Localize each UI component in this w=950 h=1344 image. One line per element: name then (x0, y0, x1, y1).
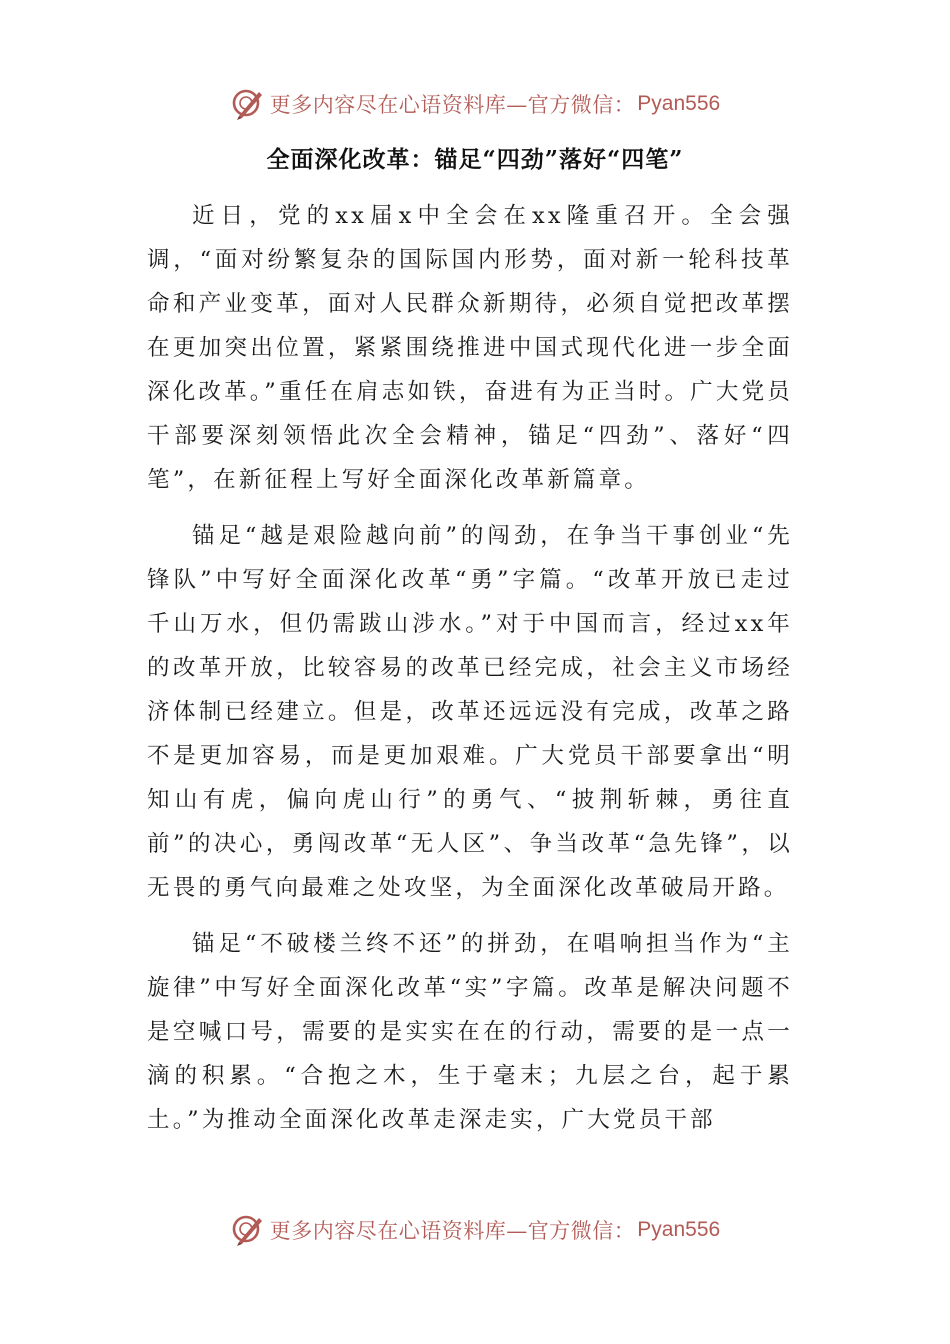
pen-logo-icon (230, 1212, 266, 1248)
paragraph-1: 近日，党的xx届x中全会在xx隆重召开。全会强调，“面对纷繁复杂的国际国内形势，面对新一轮科技革命和产业变革，面对人民群众新期待，必须自觉把改革摆在更加突出位置，紧紧围绕推进中国式现代化进一步全面深化改革。”重任在肩志如铁，奋进有为正当时。广大党员干部要深刻领悟此次全会精神，锚足“四劲”、落好“四笔”，在新征程上写好全面深化改革新篇章。 (147, 203, 793, 493)
article-body (147, 194, 793, 1154)
header-watermark-banner (0, 82, 950, 126)
article-title: 全面深化改革：锚足“四劲”落好“四笔” (266, 146, 684, 173)
pen-logo-icon (230, 86, 266, 122)
paragraph-3: 锚足“不破楼兰终不还”的拼劲，在唱响担当作为“主旋律”中写好全面深化改革“实”字篇。改革是解决问题不是空喊口号，需要的是实实在在的行动，需要的是一点一滴的积累。“合抱之木，生于毫末；九层之台，起于累土。”为推动全面深化改革走深走实，广大党员干部 (147, 931, 793, 1133)
banner-text: 更多内容尽在心语资料库—官方微信： (269, 1219, 636, 1243)
banner-text: 更多内容尽在心语资料库—官方微信： (269, 93, 636, 117)
paragraph-2: 锚足“越是艰险越向前”的闯劲，在争当干事创业“先锋队”中写好全面深化改革“勇”字篇。“改革开放已走过千山万水，但仍需跋山涉水。”对于中国而言，经过xx年的改革开放，比较容易的改革已经完成，社会主义市场经济体制已经建立。但是，改革还远远没有完成，改革之路不是更加容易，而是更加艰难。广大党员干部要拿出“明知山有虎，偏向虎山行”的勇气、“披荆斩棘，勇往直前”的决心，勇闯改革“无人区”、争当改革“急先锋”，以无畏的勇气向最难之处攻坚，为全面深化改革破局开路。 (147, 523, 793, 901)
footer-watermark-banner (0, 1208, 950, 1252)
banner-account: Pyan556 (637, 92, 721, 115)
banner-account: Pyan556 (637, 1218, 721, 1241)
